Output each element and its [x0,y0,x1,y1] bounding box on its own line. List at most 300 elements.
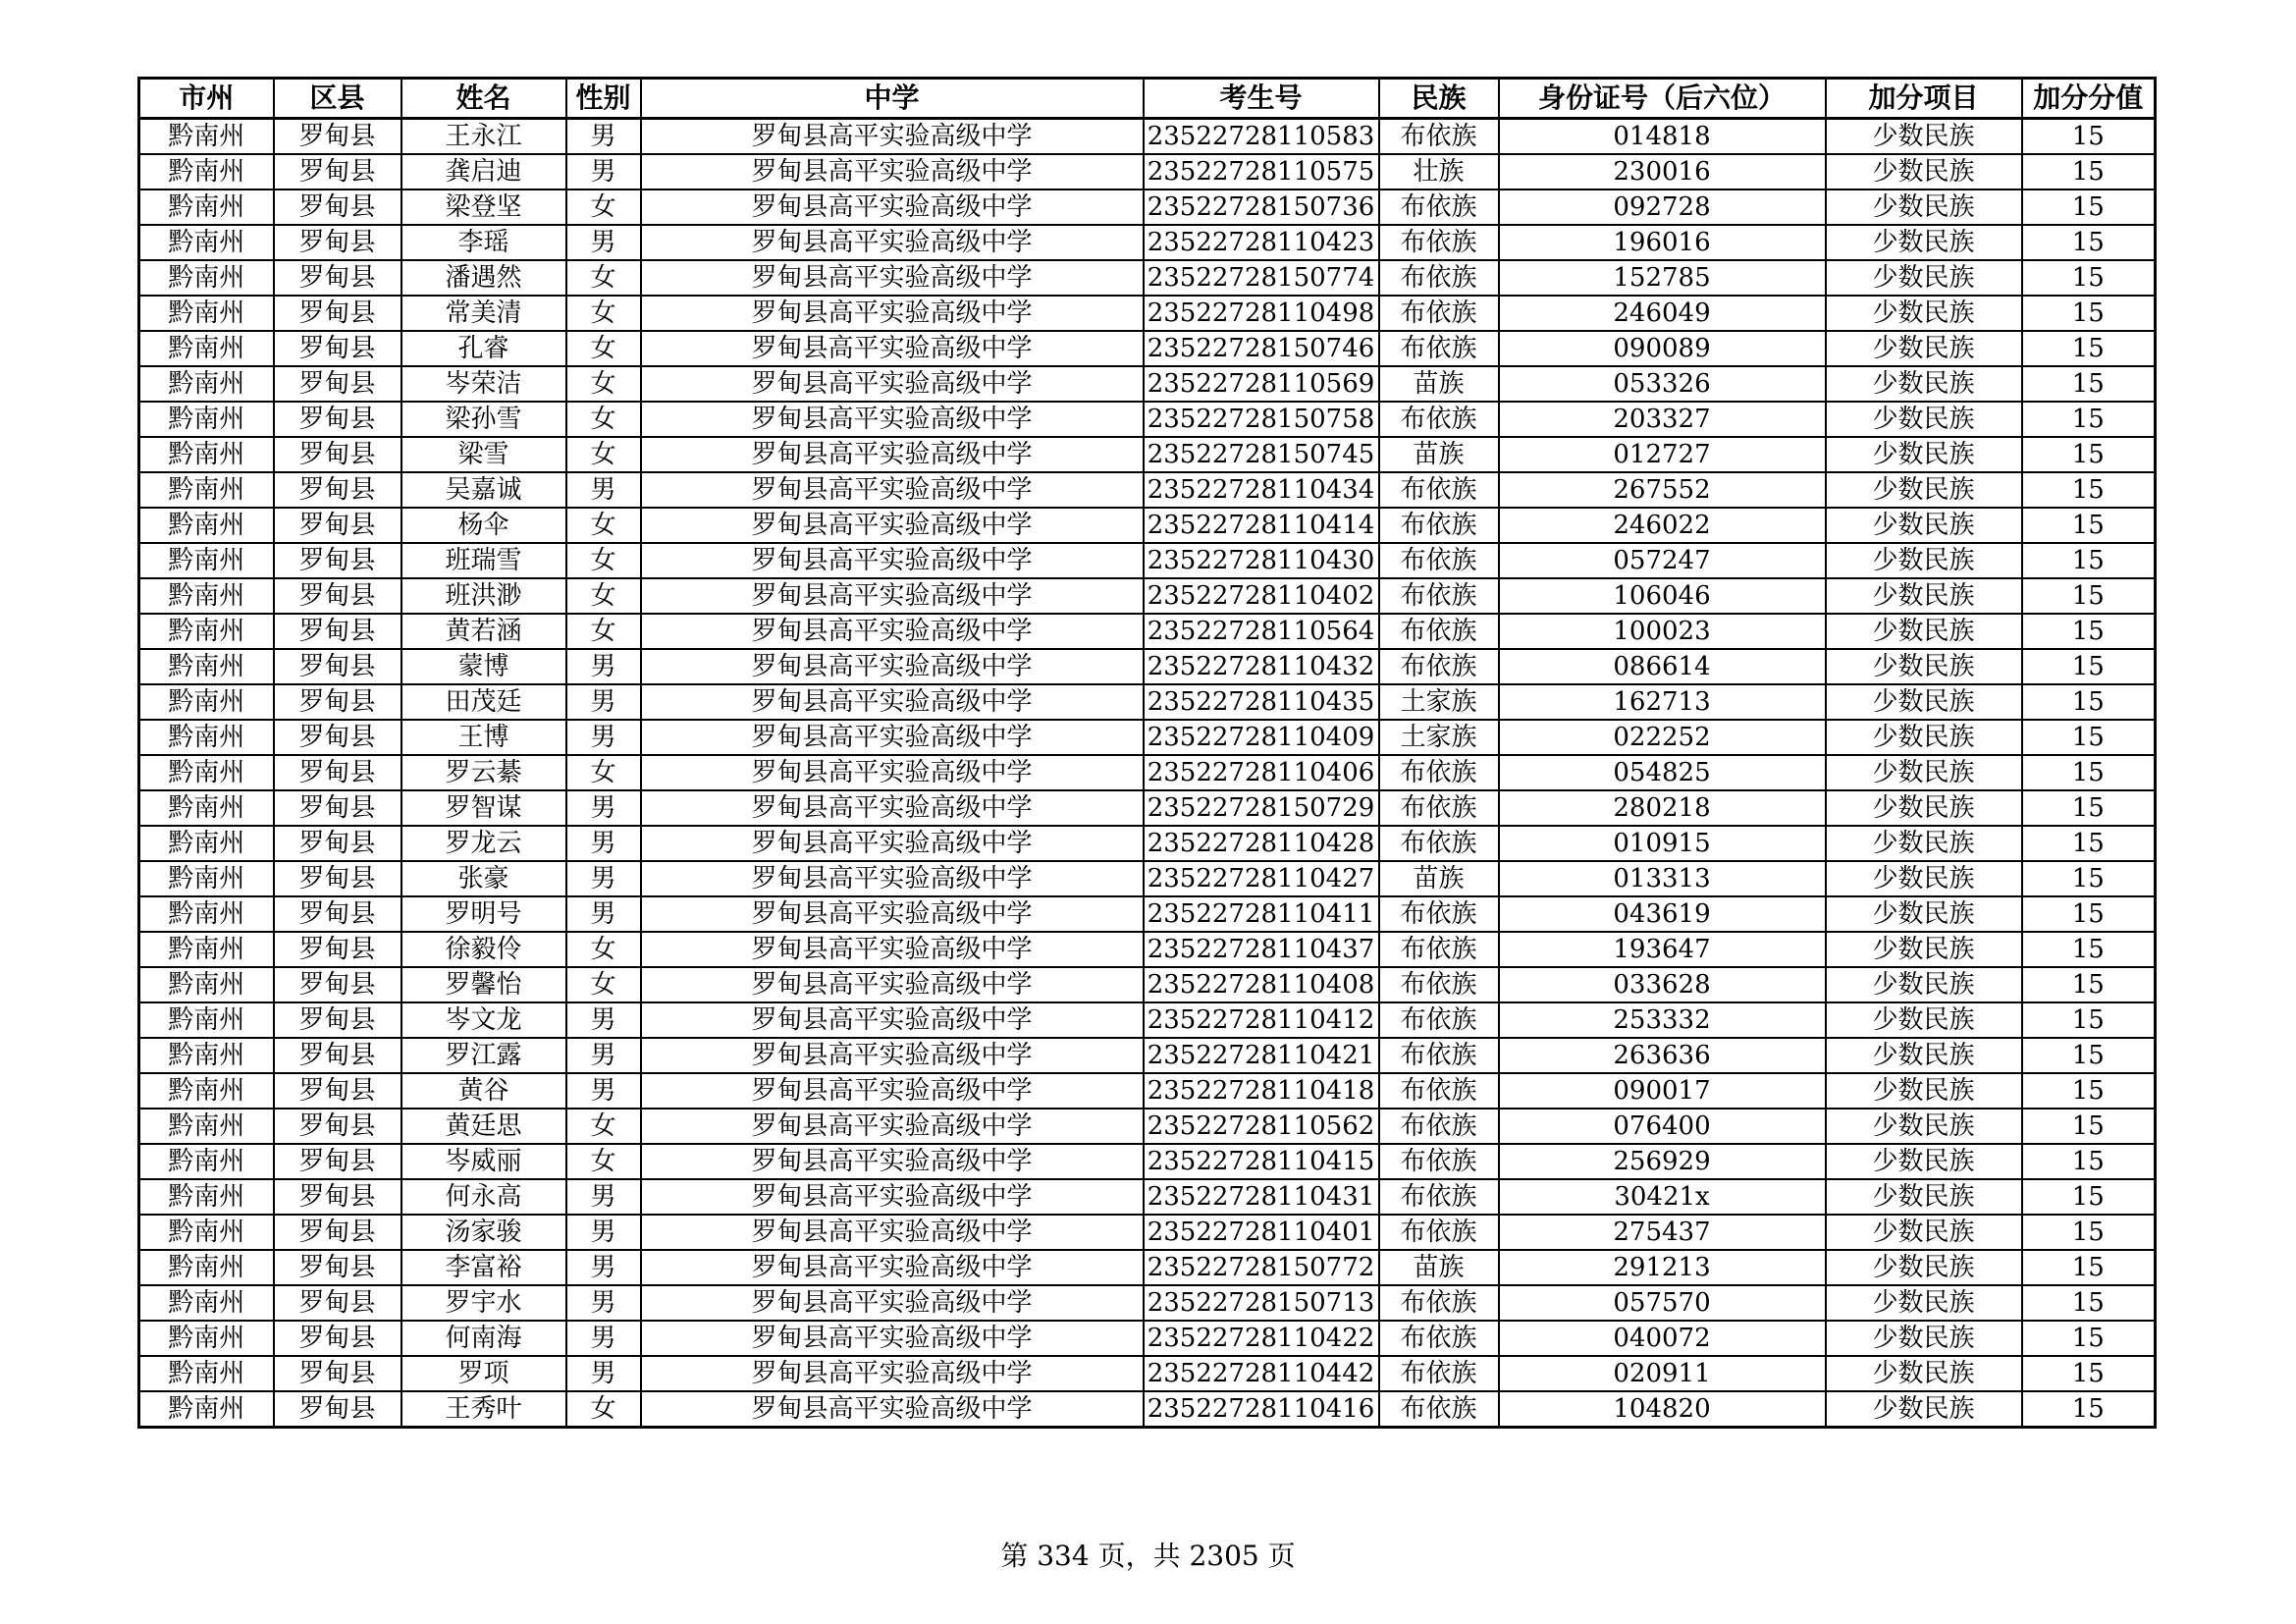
cell-gender: 男 [566,1321,641,1356]
cell-city: 黔南州 [139,260,274,296]
cell-name: 梁登坚 [401,189,566,225]
cell-city: 黔南州 [139,720,274,755]
cell-city: 黔南州 [139,861,274,896]
cell-exam-number: 23522728150729 [1144,790,1379,826]
cell-name: 王永江 [401,119,566,155]
cell-bonus-item: 少数民族 [1826,896,2022,932]
cell-county: 罗甸县 [274,614,401,649]
cell-name: 班瑞雪 [401,543,566,578]
cell-city: 黔南州 [139,1073,274,1109]
cell-county: 罗甸县 [274,720,401,755]
cell-gender: 男 [566,720,641,755]
cell-bonus-points: 15 [2022,720,2156,755]
cell-bonus-item: 少数民族 [1826,1002,2022,1038]
table-row [139,296,2156,331]
cell-bonus-points: 15 [2022,967,2156,1002]
table-row [139,1002,2156,1038]
cell-school: 罗甸县高平实验高级中学 [641,472,1144,508]
cell-name: 王博 [401,720,566,755]
cell-city: 黔南州 [139,755,274,790]
cell-city: 黔南州 [139,1179,274,1215]
cell-id-last-six: 020911 [1499,1356,1826,1391]
cell-name: 杨伞 [401,508,566,543]
cell-city: 黔南州 [139,896,274,932]
cell-bonus-points: 15 [2022,578,2156,614]
cell-bonus-item: 少数民族 [1826,189,2022,225]
cell-city: 黔南州 [139,402,274,437]
table-header [139,79,2156,119]
cell-name: 罗项 [401,1356,566,1391]
cell-bonus-item: 少数民族 [1826,366,2022,402]
cell-gender: 男 [566,684,641,720]
cell-ethnicity: 苗族 [1379,861,1499,896]
cell-bonus-points: 15 [2022,437,2156,472]
cell-county: 罗甸县 [274,402,401,437]
cell-county: 罗甸县 [274,154,401,189]
cell-city: 黔南州 [139,472,274,508]
cell-bonus-points: 15 [2022,472,2156,508]
cell-ethnicity: 布依族 [1379,755,1499,790]
cell-county: 罗甸县 [274,366,401,402]
cell-bonus-points: 15 [2022,896,2156,932]
cell-school: 罗甸县高平实验高级中学 [641,508,1144,543]
cell-ethnicity: 布依族 [1379,119,1499,155]
header-gender: 性别 [566,79,641,119]
cell-school: 罗甸县高平实验高级中学 [641,1179,1144,1215]
cell-city: 黔南州 [139,119,274,155]
table-row [139,720,2156,755]
cell-id-last-six: 100023 [1499,614,1826,649]
cell-id-last-six: 010915 [1499,826,1826,861]
cell-name: 黄廷思 [401,1109,566,1144]
cell-bonus-item: 少数民族 [1826,755,2022,790]
cell-county: 罗甸县 [274,967,401,1002]
cell-gender: 男 [566,1073,641,1109]
cell-id-last-six: 275437 [1499,1215,1826,1250]
cell-bonus-item: 少数民族 [1826,1285,2022,1321]
cell-name: 张豪 [401,861,566,896]
cell-exam-number: 23522728110421 [1144,1038,1379,1073]
cell-name: 班洪渺 [401,578,566,614]
cell-city: 黔南州 [139,1109,274,1144]
cell-name: 田茂廷 [401,684,566,720]
table-row [139,543,2156,578]
cell-ethnicity: 布依族 [1379,189,1499,225]
cell-gender: 男 [566,1285,641,1321]
table-row [139,861,2156,896]
cell-id-last-six: 043619 [1499,896,1826,932]
cell-gender: 男 [566,790,641,826]
cell-id-last-six: 090089 [1499,331,1826,366]
cell-exam-number: 23522728110408 [1144,967,1379,1002]
cell-name: 罗龙云 [401,826,566,861]
cell-gender: 女 [566,260,641,296]
cell-exam-number: 23522728110431 [1144,1179,1379,1215]
cell-name: 罗云綦 [401,755,566,790]
cell-bonus-item: 少数民族 [1826,260,2022,296]
cell-gender: 男 [566,1250,641,1285]
table-row [139,1144,2156,1179]
cell-county: 罗甸县 [274,296,401,331]
cell-county: 罗甸县 [274,1356,401,1391]
cell-county: 罗甸县 [274,755,401,790]
table-row [139,1109,2156,1144]
table-row [139,154,2156,189]
cell-county: 罗甸县 [274,225,401,260]
cell-ethnicity: 布依族 [1379,508,1499,543]
cell-ethnicity: 壮族 [1379,154,1499,189]
cell-id-last-six: 246049 [1499,296,1826,331]
cell-school: 罗甸县高平实验高级中学 [641,1285,1144,1321]
cell-bonus-points: 15 [2022,331,2156,366]
cell-bonus-points: 15 [2022,366,2156,402]
cell-gender: 男 [566,896,641,932]
cell-ethnicity: 布依族 [1379,932,1499,967]
cell-bonus-points: 15 [2022,614,2156,649]
table-row [139,932,2156,967]
cell-city: 黔南州 [139,154,274,189]
table-row [139,119,2156,155]
table-row [139,1250,2156,1285]
cell-bonus-points: 15 [2022,225,2156,260]
cell-bonus-item: 少数民族 [1826,578,2022,614]
cell-school: 罗甸县高平实验高级中学 [641,225,1144,260]
cell-gender: 男 [566,225,641,260]
cell-exam-number: 23522728110562 [1144,1109,1379,1144]
cell-ethnicity: 布依族 [1379,1073,1499,1109]
cell-gender: 女 [566,1144,641,1179]
cell-ethnicity: 布依族 [1379,331,1499,366]
cell-ethnicity: 布依族 [1379,1321,1499,1356]
cell-name: 岑威丽 [401,1144,566,1179]
cell-city: 黔南州 [139,1321,274,1356]
cell-ethnicity: 布依族 [1379,1109,1499,1144]
cell-ethnicity: 土家族 [1379,720,1499,755]
table-row [139,1073,2156,1109]
header-id-last-six: 身份证号（后六位） [1499,79,1826,119]
cell-ethnicity: 布依族 [1379,896,1499,932]
cell-county: 罗甸县 [274,331,401,366]
cell-gender: 女 [566,402,641,437]
cell-id-last-six: 014818 [1499,119,1826,155]
cell-school: 罗甸县高平实验高级中学 [641,684,1144,720]
table-row [139,189,2156,225]
cell-gender: 男 [566,1215,641,1250]
cell-gender: 女 [566,508,641,543]
cell-id-last-six: 040072 [1499,1321,1826,1356]
cell-city: 黔南州 [139,1285,274,1321]
cell-bonus-points: 15 [2022,826,2156,861]
cell-id-last-six: 022252 [1499,720,1826,755]
header-city: 市州 [139,79,274,119]
cell-bonus-item: 少数民族 [1826,1109,2022,1144]
cell-exam-number: 23522728110432 [1144,649,1379,684]
cell-name: 王秀叶 [401,1391,566,1428]
cell-exam-number: 23522728110423 [1144,225,1379,260]
cell-exam-number: 23522728150774 [1144,260,1379,296]
cell-county: 罗甸县 [274,1215,401,1250]
table-body [139,119,2156,1428]
cell-exam-number: 23522728110434 [1144,472,1379,508]
cell-exam-number: 23522728150746 [1144,331,1379,366]
cell-ethnicity: 布依族 [1379,472,1499,508]
cell-bonus-points: 15 [2022,790,2156,826]
table-row [139,1285,2156,1321]
cell-id-last-six: 076400 [1499,1109,1826,1144]
cell-county: 罗甸县 [274,790,401,826]
cell-county: 罗甸县 [274,1038,401,1073]
cell-ethnicity: 布依族 [1379,967,1499,1002]
cell-school: 罗甸县高平实验高级中学 [641,578,1144,614]
cell-school: 罗甸县高平实验高级中学 [641,967,1144,1002]
header-ethnicity: 民族 [1379,79,1499,119]
table-row [139,790,2156,826]
cell-gender: 女 [566,932,641,967]
header-school: 中学 [641,79,1144,119]
cell-county: 罗甸县 [274,684,401,720]
cell-id-last-six: 090017 [1499,1073,1826,1109]
cell-ethnicity: 布依族 [1379,402,1499,437]
cell-bonus-item: 少数民族 [1826,720,2022,755]
cell-id-last-six: 203327 [1499,402,1826,437]
cell-bonus-item: 少数民族 [1826,1073,2022,1109]
cell-ethnicity: 苗族 [1379,437,1499,472]
cell-name: 罗江露 [401,1038,566,1073]
cell-bonus-item: 少数民族 [1826,1356,2022,1391]
bonus-points-table [137,77,2157,1429]
cell-county: 罗甸县 [274,932,401,967]
cell-gender: 男 [566,1179,641,1215]
cell-ethnicity: 布依族 [1379,225,1499,260]
page-number: 第 334 页，共 2305 页 [1000,1540,1296,1572]
cell-school: 罗甸县高平实验高级中学 [641,614,1144,649]
cell-city: 黔南州 [139,437,274,472]
cell-ethnicity: 布依族 [1379,649,1499,684]
cell-id-last-six: 263636 [1499,1038,1826,1073]
cell-exam-number: 23522728110412 [1144,1002,1379,1038]
cell-name: 龚启迪 [401,154,566,189]
cell-bonus-item: 少数民族 [1826,1391,2022,1428]
cell-bonus-points: 15 [2022,1285,2156,1321]
table-row [139,967,2156,1002]
cell-name: 罗智谋 [401,790,566,826]
cell-bonus-points: 15 [2022,684,2156,720]
cell-bonus-points: 15 [2022,296,2156,331]
cell-id-last-six: 246022 [1499,508,1826,543]
cell-ethnicity: 布依族 [1379,1038,1499,1073]
header-row [139,79,2156,119]
cell-ethnicity: 布依族 [1379,260,1499,296]
cell-bonus-points: 15 [2022,1002,2156,1038]
cell-bonus-item: 少数民族 [1826,932,2022,967]
cell-school: 罗甸县高平实验高级中学 [641,1321,1144,1356]
cell-bonus-item: 少数民族 [1826,790,2022,826]
cell-school: 罗甸县高平实验高级中学 [641,1073,1144,1109]
cell-school: 罗甸县高平实验高级中学 [641,154,1144,189]
cell-exam-number: 23522728150745 [1144,437,1379,472]
table-row [139,1179,2156,1215]
cell-bonus-item: 少数民族 [1826,296,2022,331]
cell-gender: 男 [566,119,641,155]
cell-school: 罗甸县高平实验高级中学 [641,296,1144,331]
table-row [139,1038,2156,1073]
cell-exam-number: 23522728110575 [1144,154,1379,189]
cell-county: 罗甸县 [274,508,401,543]
cell-bonus-item: 少数民族 [1826,1179,2022,1215]
cell-id-last-six: 012727 [1499,437,1826,472]
cell-bonus-item: 少数民族 [1826,1038,2022,1073]
cell-county: 罗甸县 [274,1109,401,1144]
cell-city: 黔南州 [139,331,274,366]
cell-bonus-item: 少数民族 [1826,402,2022,437]
cell-school: 罗甸县高平实验高级中学 [641,896,1144,932]
cell-id-last-six: 196016 [1499,225,1826,260]
table-row [139,225,2156,260]
cell-exam-number: 23522728110406 [1144,755,1379,790]
cell-school: 罗甸县高平实验高级中学 [641,1215,1144,1250]
cell-city: 黔南州 [139,366,274,402]
cell-id-last-six: 033628 [1499,967,1826,1002]
cell-exam-number: 23522728110416 [1144,1391,1379,1428]
cell-bonus-item: 少数民族 [1826,649,2022,684]
cell-bonus-points: 15 [2022,861,2156,896]
cell-id-last-six: 256929 [1499,1144,1826,1179]
cell-ethnicity: 苗族 [1379,1250,1499,1285]
table-row [139,578,2156,614]
cell-ethnicity: 布依族 [1379,1285,1499,1321]
cell-school: 罗甸县高平实验高级中学 [641,260,1144,296]
cell-name: 吴嘉诚 [401,472,566,508]
cell-ethnicity: 布依族 [1379,1391,1499,1428]
cell-ethnicity: 布依族 [1379,543,1499,578]
cell-exam-number: 23522728110409 [1144,720,1379,755]
cell-name: 何南海 [401,1321,566,1356]
cell-exam-number: 23522728110498 [1144,296,1379,331]
cell-ethnicity: 布依族 [1379,578,1499,614]
cell-bonus-item: 少数民族 [1826,472,2022,508]
table-row [139,1215,2156,1250]
header-county: 区县 [274,79,401,119]
table-row [139,684,2156,720]
cell-ethnicity: 苗族 [1379,366,1499,402]
cell-name: 李瑶 [401,225,566,260]
cell-name: 蒙博 [401,649,566,684]
cell-ethnicity: 布依族 [1379,296,1499,331]
cell-ethnicity: 土家族 [1379,684,1499,720]
cell-school: 罗甸县高平实验高级中学 [641,1002,1144,1038]
cell-exam-number: 23522728110427 [1144,861,1379,896]
cell-gender: 男 [566,1356,641,1391]
table-row [139,755,2156,790]
header-bonus-points: 加分分值 [2022,79,2156,119]
cell-school: 罗甸县高平实验高级中学 [641,826,1144,861]
cell-city: 黔南州 [139,1002,274,1038]
cell-bonus-item: 少数民族 [1826,614,2022,649]
cell-city: 黔南州 [139,1250,274,1285]
cell-gender: 女 [566,967,641,1002]
cell-name: 徐毅伶 [401,932,566,967]
cell-exam-number: 23522728110418 [1144,1073,1379,1109]
cell-exam-number: 23522728150772 [1144,1250,1379,1285]
cell-bonus-item: 少数民族 [1826,1144,2022,1179]
cell-county: 罗甸县 [274,1073,401,1109]
cell-exam-number: 23522728110401 [1144,1215,1379,1250]
cell-bonus-item: 少数民族 [1826,331,2022,366]
cell-gender: 女 [566,437,641,472]
cell-school: 罗甸县高平实验高级中学 [641,720,1144,755]
cell-county: 罗甸县 [274,189,401,225]
cell-city: 黔南州 [139,1038,274,1073]
cell-bonus-points: 15 [2022,119,2156,155]
cell-exam-number: 23522728110414 [1144,508,1379,543]
cell-bonus-points: 15 [2022,1250,2156,1285]
cell-name: 孔睿 [401,331,566,366]
cell-gender: 女 [566,614,641,649]
cell-gender: 女 [566,755,641,790]
cell-name: 罗馨怡 [401,967,566,1002]
cell-school: 罗甸县高平实验高级中学 [641,119,1144,155]
cell-id-last-six: 057570 [1499,1285,1826,1321]
table-row [139,331,2156,366]
cell-bonus-points: 15 [2022,1073,2156,1109]
cell-city: 黔南州 [139,1356,274,1391]
table-row [139,614,2156,649]
cell-school: 罗甸县高平实验高级中学 [641,1356,1144,1391]
cell-school: 罗甸县高平实验高级中学 [641,861,1144,896]
cell-school: 罗甸县高平实验高级中学 [641,189,1144,225]
cell-county: 罗甸县 [274,896,401,932]
cell-bonus-points: 15 [2022,1356,2156,1391]
cell-name: 罗明号 [401,896,566,932]
cell-name: 黄若涵 [401,614,566,649]
cell-exam-number: 23522728150736 [1144,189,1379,225]
table-row [139,260,2156,296]
cell-ethnicity: 布依族 [1379,1356,1499,1391]
cell-city: 黔南州 [139,1144,274,1179]
cell-bonus-points: 15 [2022,1321,2156,1356]
cell-city: 黔南州 [139,614,274,649]
cell-ethnicity: 布依族 [1379,1002,1499,1038]
header-bonus-item: 加分项目 [1826,79,2022,119]
cell-county: 罗甸县 [274,861,401,896]
cell-bonus-points: 15 [2022,189,2156,225]
table-row [139,472,2156,508]
cell-exam-number: 23522728150713 [1144,1285,1379,1321]
cell-school: 罗甸县高平实验高级中学 [641,1144,1144,1179]
cell-bonus-points: 15 [2022,543,2156,578]
cell-bonus-points: 15 [2022,755,2156,790]
cell-school: 罗甸县高平实验高级中学 [641,331,1144,366]
cell-school: 罗甸县高平实验高级中学 [641,1391,1144,1428]
cell-county: 罗甸县 [274,437,401,472]
cell-id-last-six: 230016 [1499,154,1826,189]
cell-id-last-six: 193647 [1499,932,1826,967]
table-row [139,366,2156,402]
cell-county: 罗甸县 [274,1250,401,1285]
cell-school: 罗甸县高平实验高级中学 [641,1038,1144,1073]
cell-bonus-item: 少数民族 [1826,861,2022,896]
cell-county: 罗甸县 [274,1144,401,1179]
cell-name: 李富裕 [401,1250,566,1285]
cell-exam-number: 23522728110411 [1144,896,1379,932]
cell-city: 黔南州 [139,967,274,1002]
cell-ethnicity: 布依族 [1379,1179,1499,1215]
cell-city: 黔南州 [139,543,274,578]
cell-gender: 女 [566,366,641,402]
header-name: 姓名 [401,79,566,119]
cell-gender: 女 [566,543,641,578]
table-row [139,1321,2156,1356]
